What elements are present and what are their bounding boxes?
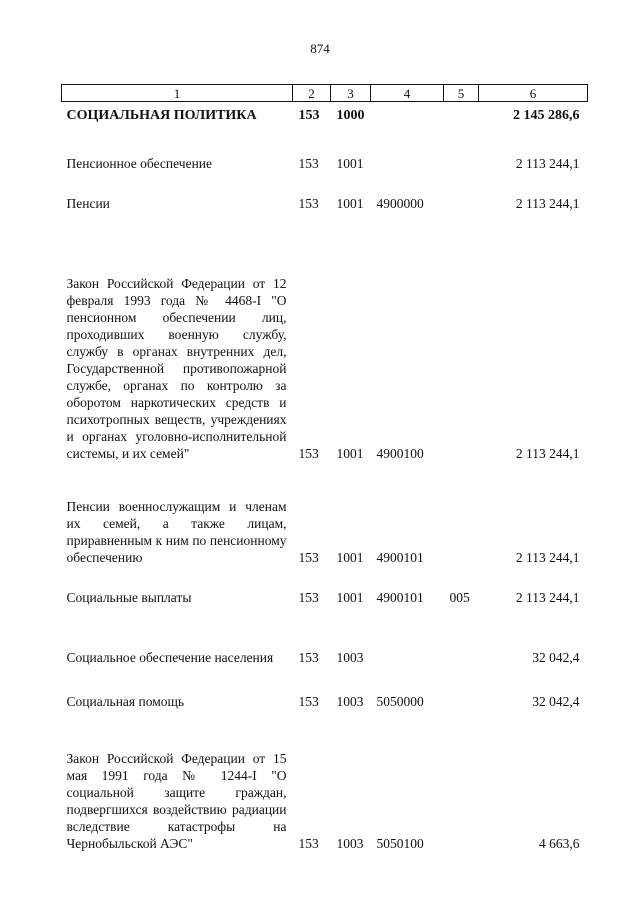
- row-code-4: 5050000: [376, 693, 424, 709]
- row-name-text: Закон Российской Федерации от 15 мая 1991 года № 1244-I "О социальной защите граждан, подвергшихся воздействию радиации вследствие катастрофы на Чернобыльской АЭС": [66, 750, 287, 851]
- column-header-3: 3: [331, 85, 371, 102]
- row-name: Пенсионное обеспечение: [66, 155, 213, 171]
- row-code-3: 1003: [336, 693, 364, 709]
- table-row: [62, 172, 588, 212]
- column-header-1: 1: [62, 85, 293, 102]
- row-code-2: 153: [298, 835, 319, 851]
- row-code-4: 4900100: [376, 445, 424, 461]
- row-code-5: [444, 710, 479, 852]
- table-row: [62, 212, 588, 462]
- row-name: СОЦИАЛЬНАЯ ПОЛИТИКА: [66, 107, 257, 123]
- row-name: Социальные выплаты: [66, 589, 192, 605]
- row-code-5: [444, 462, 479, 566]
- row-code-4: [371, 124, 444, 172]
- row-amount: 2 113 244,1: [515, 195, 580, 211]
- row-code-3: 1003: [336, 835, 364, 851]
- row-name-text: Закон Российской Федерации от 12 февраля 1993 года № 4468-I "О пенсионном обеспечении лиц, проходивших военную службу, службу в органах внутренних дел, Государственной противопожарной службе, органах по контролю за оборотом наркотических средств и психотропных веществ, учреждениях и органах уголовно-исполнительной системы, и их семей": [66, 275, 287, 461]
- table-row: [62, 124, 588, 172]
- row-code-3: 1001: [336, 445, 364, 461]
- column-header-row: [62, 85, 588, 102]
- column-header-5: 5: [444, 85, 479, 102]
- row-code-5: [444, 666, 479, 710]
- row-code-5: 005: [449, 589, 470, 605]
- row-amount: 32 042,4: [532, 693, 580, 709]
- row-code-3: 1001: [336, 195, 364, 211]
- column-header-6: 6: [479, 85, 588, 102]
- row-code-4: 4900101: [376, 589, 424, 605]
- row-code-2: 153: [298, 155, 319, 171]
- row-name: [62, 710, 293, 852]
- row-code-4: [371, 102, 444, 124]
- row-code-3: 1001: [336, 589, 364, 605]
- row-code-3: 1001: [336, 549, 364, 565]
- row-code-4: [371, 606, 444, 666]
- table-row: [62, 566, 588, 606]
- table-row: [62, 710, 588, 852]
- table-row: [62, 606, 588, 666]
- row-code-4: 4900101: [376, 549, 424, 565]
- row-name: Пенсии: [66, 195, 110, 211]
- row-code-5: [444, 212, 479, 462]
- row-name-text: Социальное обеспечение населения: [66, 649, 274, 665]
- row-amount: 2 113 244,1: [515, 445, 580, 461]
- column-header-2: 2: [293, 85, 331, 102]
- row-amount: 32 042,4: [532, 649, 580, 665]
- row-name: [62, 606, 293, 666]
- row-code-3: 1001: [336, 155, 364, 171]
- row-code-2: 153: [298, 445, 319, 461]
- budget-table: [61, 84, 588, 852]
- row-code-2: 153: [298, 589, 319, 605]
- row-code-4: 4900000: [376, 195, 424, 211]
- row-name: [62, 212, 293, 462]
- row-code-2: 153: [298, 195, 319, 211]
- row-code-5: [444, 124, 479, 172]
- row-amount: 2 145 286,6: [513, 107, 580, 123]
- row-code-2: 153: [298, 107, 320, 123]
- table-row: [62, 102, 588, 124]
- row-code-5: [444, 172, 479, 212]
- row-code-3: 1003: [336, 649, 364, 665]
- row-amount: 2 113 244,1: [515, 155, 580, 171]
- table-row: [62, 462, 588, 566]
- row-code-4: 5050100: [376, 835, 424, 851]
- row-amount: 2 113 244,1: [515, 589, 580, 605]
- page-number: 874: [310, 41, 330, 56]
- row-code-2: 153: [298, 693, 319, 709]
- row-code-2: 153: [298, 649, 319, 665]
- row-name-text: Пенсии военнослужащим и членам их семей, а также лицам, приравненным к ним по пенсионному обеспечению: [66, 498, 287, 565]
- row-code-5: [444, 102, 479, 124]
- row-amount: 4 663,6: [539, 835, 580, 851]
- row-amount: 2 113 244,1: [515, 549, 580, 565]
- row-name: Социальная помощь: [66, 693, 185, 709]
- table-row: [62, 666, 588, 710]
- row-code-2: 153: [298, 549, 319, 565]
- row-name: [62, 462, 293, 566]
- column-header-4: 4: [371, 85, 444, 102]
- row-code-5: [444, 606, 479, 666]
- row-code-3: 1000: [336, 107, 365, 123]
